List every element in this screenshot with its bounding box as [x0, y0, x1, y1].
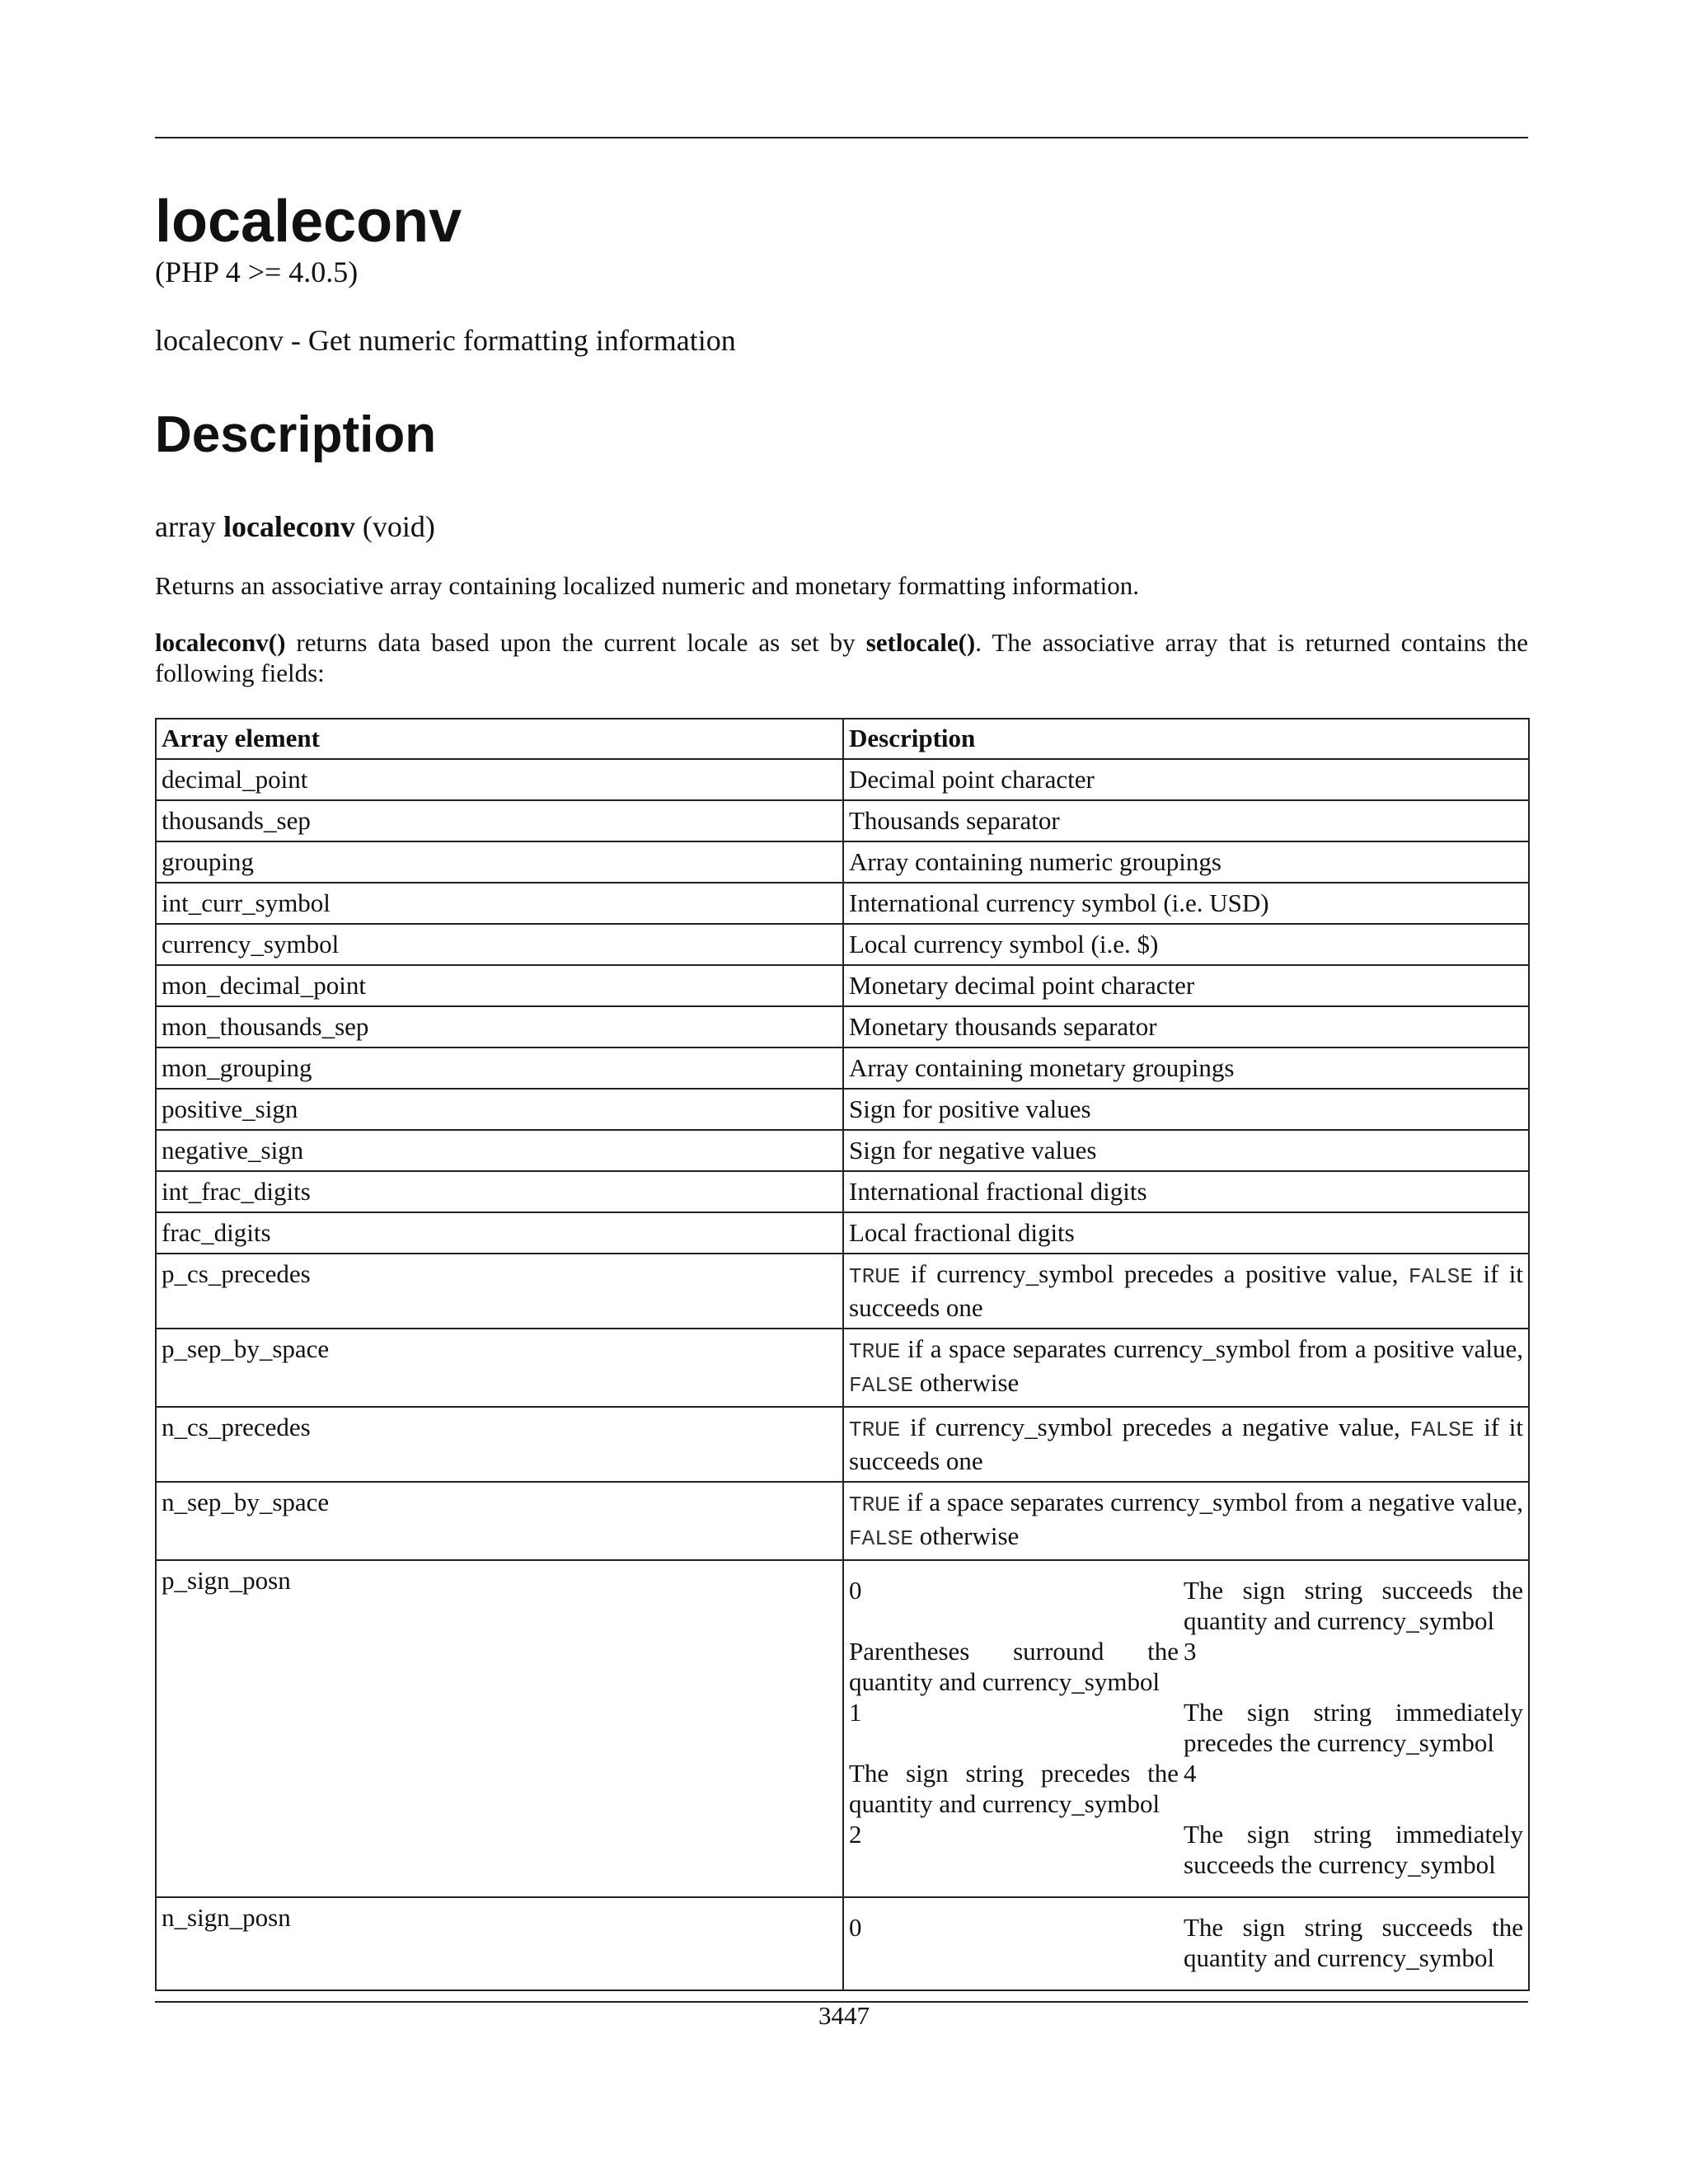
description-cell: Sign for positive values [843, 1089, 1529, 1130]
description-text: if a space separates currency_symbol from a negative value, [900, 1488, 1523, 1516]
sign-position-value: 0 [849, 1576, 862, 1605]
description-cell: International fractional digits [843, 1171, 1529, 1212]
function-summary: localeconv - Get numeric formatting information [155, 324, 736, 357]
description-text: otherwise [913, 1368, 1020, 1397]
true-constant: TRUE [849, 1339, 901, 1364]
description-cell [843, 1329, 1529, 1407]
version-note: (PHP 4 >= 4.0.5) [155, 255, 359, 288]
para-text-2: . The associative array that is returned contains the following fields: [155, 628, 1528, 687]
sign-position-list [849, 1912, 1523, 1973]
description-cell: Array containing monetary groupings [843, 1047, 1529, 1089]
intro-paragraph: Returns an associative array containing localized numeric and monetary formatting information. [155, 571, 1139, 600]
description-cell: Local currency symbol (i.e. $) [843, 924, 1529, 965]
element-cell: p_cs_precedes [156, 1254, 843, 1329]
table-row [156, 1089, 1529, 1130]
table-row [156, 1254, 1529, 1329]
table-row [156, 965, 1529, 1006]
para-text-1: returns data based upon the current locale as set by [285, 628, 866, 657]
signature-name: localeconv [223, 510, 355, 543]
element-cell: p_sign_posn [156, 1560, 843, 1897]
top-rule [155, 137, 1528, 138]
table-row [156, 759, 1529, 800]
element-cell: n_cs_precedes [156, 1407, 843, 1482]
true-constant: TRUE [849, 1264, 901, 1289]
sign-position-value: 3 [1184, 1637, 1197, 1666]
description-cell [843, 1254, 1529, 1329]
description-cell: International currency symbol (i.e. USD) [843, 883, 1529, 924]
element-cell: thousands_sep [156, 800, 843, 841]
table-row [156, 1482, 1529, 1560]
sign-position-text: The sign string succeeds the quantity and currency_symbol [1184, 1913, 1523, 1972]
element-cell: int_curr_symbol [156, 883, 843, 924]
table-row [156, 1171, 1529, 1212]
table-row [156, 883, 1529, 924]
description-text: if a space separates currency_symbol from a positive value, [900, 1334, 1523, 1363]
element-cell: mon_grouping [156, 1047, 843, 1089]
element-cell: currency_symbol [156, 924, 843, 965]
description-cell: Array containing numeric groupings [843, 841, 1529, 883]
element-cell: positive_sign [156, 1089, 843, 1130]
description-cell [843, 1407, 1529, 1482]
element-cell: frac_digits [156, 1212, 843, 1254]
sign-position-text: The sign string immediately precedes the currency_symbol [1184, 1698, 1523, 1757]
sign-position-text: Parentheses surround the quantity and currency_symbol [849, 1637, 1179, 1696]
element-cell: int_frac_digits [156, 1171, 843, 1212]
table-row [156, 800, 1529, 841]
table-row [156, 841, 1529, 883]
sign-position-text: The sign string precedes the quantity and currency_symbol [849, 1759, 1179, 1818]
table-row [156, 1212, 1529, 1254]
element-cell: n_sign_posn [156, 1897, 843, 1990]
description-cell [843, 1560, 1529, 1897]
table-row [156, 924, 1529, 965]
description-cell: Sign for negative values [843, 1130, 1529, 1171]
sign-position-value: 4 [1184, 1759, 1197, 1788]
fields-table [155, 718, 1530, 1991]
sign-position-value: 2 [849, 1820, 862, 1849]
element-cell: mon_decimal_point [156, 965, 843, 1006]
sign-position-text: The sign string succeeds the quantity and currency_symbol [1184, 1576, 1523, 1635]
description-cell: Monetary decimal point character [843, 965, 1529, 1006]
page-number: 3447 [818, 2001, 870, 2030]
element-cell: decimal_point [156, 759, 843, 800]
element-cell: p_sep_by_space [156, 1329, 843, 1407]
false-constant: FALSE [1408, 1264, 1473, 1289]
function-signature [155, 510, 435, 543]
element-cell: negative_sign [156, 1130, 843, 1171]
description-text: otherwise [913, 1521, 1020, 1550]
description-text: if currency_symbol precedes a negative value, [900, 1413, 1410, 1441]
description-cell: Thousands separator [843, 800, 1529, 841]
false-constant: FALSE [849, 1526, 914, 1551]
table-row [156, 1897, 1529, 1990]
description-cell: Local fractional digits [843, 1212, 1529, 1254]
description-text: if it succeeds one [849, 1259, 1523, 1322]
table-row [156, 1407, 1529, 1482]
page-title: localeconv [155, 189, 462, 255]
table-header-row [156, 719, 1529, 759]
section-heading: Description [155, 406, 437, 463]
element-cell: mon_thousands_sep [156, 1006, 843, 1047]
signature-type: array [155, 510, 216, 543]
fields-paragraph [155, 627, 1528, 688]
sign-position-value: 0 [849, 1913, 862, 1942]
description-text: if currency_symbol precedes a positive value, [900, 1259, 1409, 1288]
setlocale-link: setlocale() [865, 628, 976, 657]
true-constant: TRUE [849, 1493, 901, 1517]
description-cell [843, 1897, 1529, 1990]
sign-position-value: 1 [849, 1698, 862, 1727]
table-row [156, 1006, 1529, 1047]
true-constant: TRUE [849, 1418, 901, 1442]
description-cell: Monetary thousands separator [843, 1006, 1529, 1047]
description-cell: Decimal point character [843, 759, 1529, 800]
table-row [156, 1130, 1529, 1171]
sign-position-text: The sign string immediately succeeds the currency_symbol [1184, 1820, 1523, 1879]
description-text: if it succeeds one [849, 1413, 1524, 1475]
table-row [156, 1047, 1529, 1089]
false-constant: FALSE [849, 1373, 914, 1398]
column-header-element: Array element [156, 719, 843, 759]
element-cell: grouping [156, 841, 843, 883]
sign-position-list [849, 1575, 1523, 1880]
table-row [156, 1329, 1529, 1407]
column-header-description: Description [843, 719, 1529, 759]
table-row [156, 1560, 1529, 1897]
element-cell: n_sep_by_space [156, 1482, 843, 1560]
description-cell [843, 1482, 1529, 1560]
function-link: localeconv() [155, 628, 286, 657]
false-constant: FALSE [1409, 1418, 1475, 1442]
signature-args: (void) [362, 510, 435, 543]
